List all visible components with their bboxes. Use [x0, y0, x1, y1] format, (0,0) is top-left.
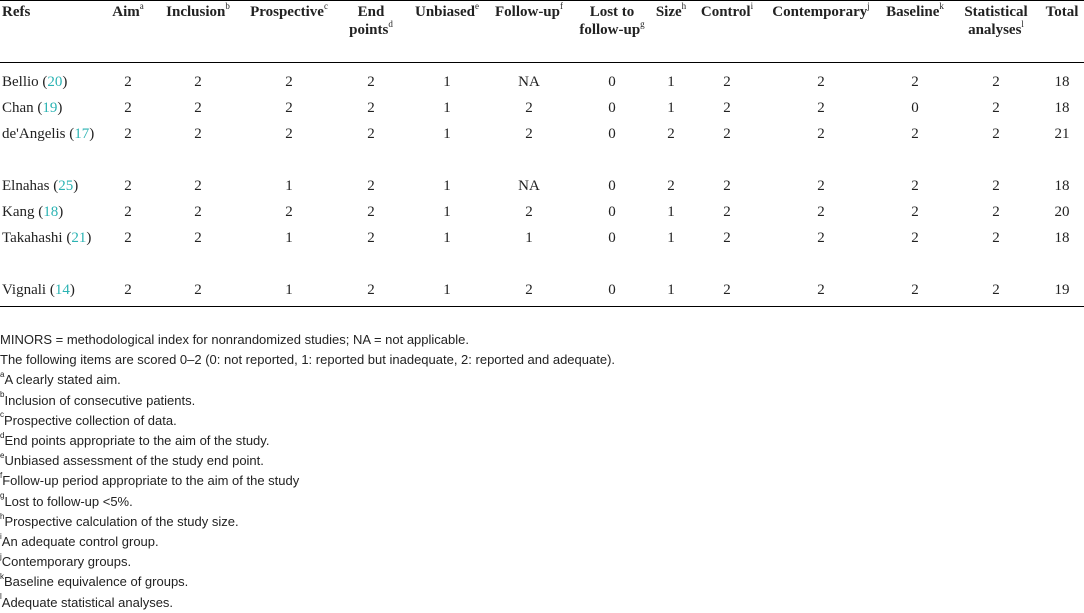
cell-score: 2	[992, 73, 1000, 90]
cell-score: 1	[443, 177, 451, 194]
footnote-text: Follow-up period appropriate to the aim of the study	[2, 473, 300, 489]
cell-score: 2	[723, 203, 731, 220]
col-header-prospective: Prospective$^c$	[244, 1, 334, 63]
footnote-marker: l	[0, 592, 2, 602]
footnote-item	[0, 411, 1084, 431]
cell-score: 1	[443, 203, 451, 220]
citation-link[interactable]: 20	[47, 73, 63, 90]
cell-ref: Kang (18)	[2, 203, 64, 220]
abbreviation-note: MINORS = methodological index for nonrandomized studies; NA = not applicable.	[0, 332, 469, 347]
cell-score: 1	[652, 281, 690, 307]
cell-score: 1	[408, 281, 486, 307]
cell-score: 2	[124, 177, 132, 194]
cell-score: 2	[817, 99, 825, 116]
footnote-item	[0, 593, 1084, 613]
citation-link[interactable]: 14	[54, 281, 70, 298]
footnote-marker: i	[0, 531, 2, 541]
footnote-marker: a	[0, 370, 5, 380]
cell-score: 2	[367, 125, 375, 142]
footnote-marker: d	[0, 430, 5, 440]
footnote-item	[0, 492, 1084, 512]
footnote-text: Prospective collection of data.	[4, 412, 177, 428]
cell-score: 2	[525, 99, 533, 116]
cell-score: 18	[1054, 73, 1070, 90]
cell-score: 18	[1054, 229, 1070, 246]
col-header-baseline: Baseline$^k$	[878, 1, 952, 63]
ref-name: Takahashi	[2, 229, 63, 246]
cell-score: 2	[367, 203, 375, 220]
col-header-total: Total	[1040, 1, 1084, 63]
footnote-marker: j	[0, 551, 2, 561]
footnote-text: An adequate control group.	[1, 534, 159, 550]
footnote-item	[0, 532, 1084, 552]
footnote-text: End points appropriate to the aim of the study.	[4, 433, 270, 449]
ref-name: Kang	[2, 203, 35, 220]
cell-score: 2	[764, 281, 878, 307]
cell-score: 2	[124, 125, 132, 142]
footnote-marker: k	[0, 572, 4, 582]
footnote-list	[0, 370, 1084, 612]
footnote-marker: g	[0, 491, 5, 501]
cell-ref: de'Angelis (17)	[2, 125, 95, 142]
footnote-text: Adequate statistical analyses.	[1, 594, 174, 610]
cell-score: 2	[952, 281, 1040, 307]
cell-score: 2	[817, 125, 825, 142]
cell-score: 2	[992, 203, 1000, 220]
table-header-row	[0, 1, 1084, 63]
citation-link[interactable]: 25	[58, 177, 74, 194]
table-row	[0, 203, 1084, 229]
footnote-text: A clearly stated aim.	[4, 372, 121, 388]
ref-name: Chan	[2, 99, 34, 116]
footnote-item	[0, 552, 1084, 572]
col-header-end-points: End points$^d$	[334, 1, 408, 63]
cell-score: 2	[194, 99, 202, 116]
col-header-control: Control$^i$	[690, 1, 764, 63]
cell-score: 0	[608, 177, 616, 194]
col-header-lost-to-follow-up: Lost to follow-$up^g$	[572, 1, 652, 63]
cell-score: 1	[443, 125, 451, 142]
table-row	[0, 229, 1084, 281]
cell-score: 2	[367, 177, 375, 194]
footnote-text: Contemporary groups.	[1, 554, 132, 570]
cell-score: 1	[667, 73, 675, 90]
cell-ref: Elnahas (25)	[2, 177, 79, 194]
cell-score: 1	[525, 229, 533, 246]
cell-score: 2	[723, 99, 731, 116]
col-header-inclusion: Inclusion$^b$	[152, 1, 244, 63]
cell-score: 2	[334, 281, 408, 307]
cell-score: 2	[194, 177, 202, 194]
footnote-item	[0, 391, 1084, 411]
cell-score: 0	[608, 229, 616, 246]
cell-score: 2	[911, 125, 919, 142]
footnote-marker: c	[0, 410, 4, 420]
table-row	[0, 177, 1084, 203]
cell-score: 1	[443, 99, 451, 116]
cell-score: 21	[1054, 125, 1070, 142]
cell-score: 2	[194, 203, 202, 220]
cell-score: 0	[911, 99, 919, 116]
footnote-item	[0, 370, 1084, 390]
table-footnotes	[0, 330, 1084, 613]
cell-score: 2	[152, 281, 244, 307]
cell-score: NA	[518, 73, 540, 90]
cell-score: 0	[572, 281, 652, 307]
cell-score: 2	[367, 99, 375, 116]
cell-score: 2	[723, 125, 731, 142]
cell-score: 2	[992, 99, 1000, 116]
cell-score: 0	[608, 99, 616, 116]
cell-score: 2	[194, 125, 202, 142]
footnote-item	[0, 512, 1084, 532]
cell-score: NA	[518, 177, 540, 194]
cell-score: 2	[911, 177, 919, 194]
col-header-size: Size$^h$	[652, 1, 690, 63]
cell-score: 2	[194, 229, 202, 246]
cell-score: 2	[104, 281, 152, 307]
citation-link[interactable]: 18	[43, 203, 59, 220]
cell-score: 2	[667, 177, 675, 194]
cell-score: 1	[285, 229, 293, 246]
cell-score: 1	[244, 281, 334, 307]
cell-score: 2	[911, 73, 919, 90]
cell-score: 2	[723, 177, 731, 194]
cell-score: 1	[667, 229, 675, 246]
cell-score: 2	[194, 73, 202, 90]
cell-score: 2	[367, 229, 375, 246]
cell-score: 2	[992, 229, 1000, 246]
cell-ref: Chan (19)	[2, 99, 63, 116]
ref-name: Elnahas	[2, 177, 50, 194]
cell-score: 2	[723, 73, 731, 90]
cell-score: 2	[723, 229, 731, 246]
cell-ref: Vignali (14)	[0, 281, 104, 307]
col-header-aim: Aim$^a$	[104, 1, 152, 63]
footnote-marker: h	[0, 511, 5, 521]
table-row	[0, 73, 1084, 99]
col-header-follow-up: Follow-$up^f$	[486, 1, 572, 63]
cell-ref: Bellio (20)	[2, 73, 68, 90]
cell-ref: Takahashi (21)	[2, 229, 92, 246]
cell-score: 1	[667, 203, 675, 220]
footnote-item	[0, 451, 1084, 471]
scoring-note: The following items are scored 0–2 (0: not reported, 1: reported but inadequate, 2: reported and adequate).	[0, 352, 616, 368]
cell-score: 2	[285, 203, 293, 220]
footnote-item	[0, 471, 1084, 491]
cell-score: 20	[1054, 203, 1070, 220]
cell-score: 2	[817, 229, 825, 246]
footnote-text: Baseline equivalence of groups.	[4, 574, 189, 590]
citation-link[interactable]: 21	[71, 229, 87, 246]
footnote-text: Prospective calculation of the study size.	[4, 513, 239, 529]
footnote-text: Lost to follow-up <5%.	[4, 493, 133, 509]
cell-score: 2	[367, 73, 375, 90]
ref-name: Vignali	[2, 281, 47, 298]
cell-score: 2	[124, 99, 132, 116]
cell-score: 1	[667, 99, 675, 116]
col-header-unbiased: Unbiased$^e$	[408, 1, 486, 63]
cell-score: 2	[911, 203, 919, 220]
cell-score: 2	[878, 281, 952, 307]
cell-score: 2	[285, 99, 293, 116]
table-body	[0, 63, 1084, 307]
footnote-text: Unbiased assessment of the study end point.	[4, 453, 264, 469]
cell-score: 2	[817, 73, 825, 90]
cell-score: 0	[608, 73, 616, 90]
table-row	[0, 125, 1084, 177]
citation-link[interactable]: 17	[74, 125, 90, 142]
cell-score: 2	[817, 177, 825, 194]
col-header-statistical-analyses: Statistical analyses$^l$	[952, 1, 1040, 63]
cell-score: 2	[911, 229, 919, 246]
cell-score: 2	[817, 203, 825, 220]
table-row	[0, 99, 1084, 125]
table-row	[0, 281, 1084, 307]
cell-score: 1	[285, 177, 293, 194]
cell-score: 2	[525, 125, 533, 142]
cell-score: 2	[992, 125, 1000, 142]
cell-score: 0	[608, 203, 616, 220]
cell-score: 2	[124, 229, 132, 246]
cell-score: 18	[1054, 99, 1070, 116]
cell-score: 2	[667, 125, 675, 142]
citation-link[interactable]: 19	[42, 99, 58, 116]
cell-score: 2	[992, 177, 1000, 194]
col-header-refs: Refs	[0, 1, 104, 63]
cell-score: 2	[285, 125, 293, 142]
footnote-marker: b	[0, 390, 5, 400]
cell-score: 2	[690, 281, 764, 307]
footnote-text: Inclusion of consecutive patients.	[4, 392, 196, 408]
cell-score: 2	[124, 73, 132, 90]
cell-score: 0	[608, 125, 616, 142]
ref-name: de'Angelis	[2, 125, 66, 142]
footnote-marker: f	[0, 471, 3, 481]
footnote-item	[0, 431, 1084, 451]
footnote-item	[0, 572, 1084, 592]
cell-score: 2	[525, 203, 533, 220]
col-header-contemporary: Contemporary$^j$	[764, 1, 878, 63]
cell-score: 2	[124, 203, 132, 220]
ref-name: Bellio	[2, 73, 39, 90]
cell-score: 1	[443, 73, 451, 90]
cell-score: 2	[285, 73, 293, 90]
cell-score: 2	[486, 281, 572, 307]
cell-score: 1	[443, 229, 451, 246]
footnote-marker: e	[0, 450, 5, 460]
cell-score: 19	[1040, 281, 1084, 307]
cell-score: 18	[1054, 177, 1070, 194]
